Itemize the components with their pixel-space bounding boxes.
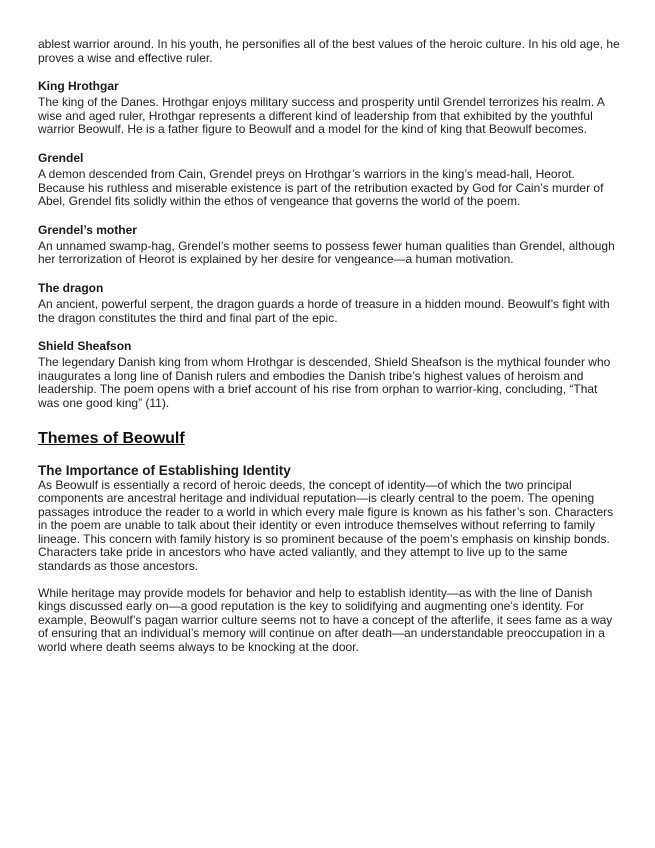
theme-paragraph: While heritage may provide models for behavior and help to establish identity—as with the line of Danish kings discussed early on—a good reputation is the key to solidifying and augmenting one’s identity. For example, Beowulf’s pagan warrior culture seems not to have a concept of the afterlife, it sees fame as a way of ensuring that an individual’s memory will continue on after death—an understandable preoccupation in a world where death seems always to be knocking at the door. — [38, 585, 613, 655]
character-name: Shield Sheafson — [38, 339, 132, 354]
character-description: The legendary Danish king from whom Hrothgar is descended, Shield Sheafson is the mythical founder who inaugurates a long line of Danish rulers and embodies the Danish tribe’s highest values of heroism and leadership. The poem opens with a brief account of his rise from orphan to warrior-king, concluding, “That was one good king” (11). — [38, 355, 611, 410]
character-entry-grendel — [38, 151, 620, 209]
theme-subheading: The Importance of Establishing Identity — [38, 462, 291, 478]
character-description: The king of the Danes. Hrothgar enjoys military success and prosperity until Grendel terrorizes his realm. A wise and aged ruler, Hrothgar represents a different kind of leadership from that exhibited by the youthful warrior Beowulf. He is a father figure to Beowulf and a model for the kind of king that Beowulf becomes. — [38, 95, 605, 137]
theme-paragraph: As Beowulf is essentially a record of heroic deeds, the concept of identity—of which the two principal components are ancestral heritage and individual reputation—is clearly central to the poem. The opening passages introduce the reader to a world in which every male figure is known as his father’s son. Characters in the poem are unable to talk about their identity or even introduce themselves without referring to family lineage. This concern with family history is so prominent because of the poem’s emphasis on kinship bonds. Characters take pride in ancestors who have acted valiantly, and they attempt to live up to the same standards as those ancestors. — [38, 477, 614, 574]
document-page — [38, 38, 620, 655]
character-name: The dragon — [38, 280, 104, 295]
themes-heading: Themes of Beowulf — [38, 429, 185, 447]
character-name: King Hrothgar — [38, 79, 119, 94]
character-description: An unnamed swamp-hag, Grendel’s mother seems to possess fewer human qualities than Grendel, although her terrorization of Heorot is explained by her desire for vengeance—a human motivation. — [38, 238, 615, 267]
character-name: Grendel — [38, 150, 84, 165]
character-entry-dragon — [38, 281, 620, 325]
character-entry-shield-sheafson — [38, 339, 620, 410]
character-entry-hrothgar — [38, 79, 620, 137]
character-name: Grendel’s mother — [38, 222, 137, 237]
character-description: An ancient, powerful serpent, the dragon guards a horde of treasure in a hidden mound. Beowulf’s fight with the dragon constitutes the third and final part of the epic. — [38, 296, 610, 325]
character-entry-grendels-mother — [38, 223, 620, 267]
character-description: A demon descended from Cain, Grendel preys on Hrothgar’s warriors in the king’s mead-hall, Heorot. Because his ruthless and miserable existence is part of the retribution exacted by God for Cain’s murder of Abel, Grendel fits solidly within the ethos of vengeance that governs the world of the poem. — [38, 166, 604, 209]
intro-paragraph: ablest warrior around. In his youth, he personifies all of the best values of the heroic culture. In his old age, he proves a wise and effective ruler. — [38, 37, 620, 65]
